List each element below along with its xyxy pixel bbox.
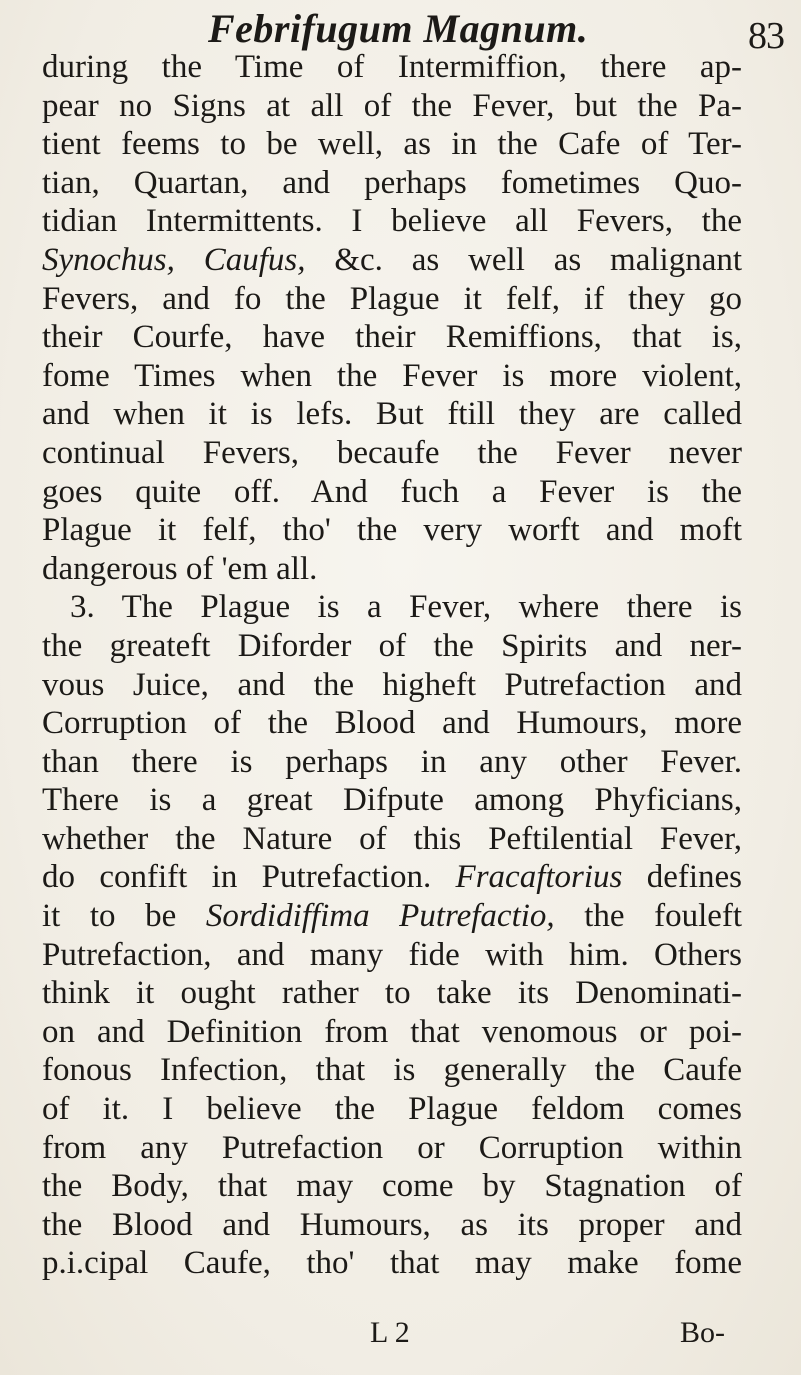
text-line: vous Juice, and the higheft Putrefaction and	[42, 666, 742, 703]
text-line: pear no Signs at all of the Fever, but the Pa-	[42, 87, 742, 124]
text-line: Putrefaction, and many fide with him. Others	[42, 936, 742, 973]
signature-mark: L 2	[370, 1316, 410, 1349]
text-line: Corruption of the Blood and Humours, more	[42, 705, 742, 742]
text-line: on and Definition from that venomous or poi-	[42, 1013, 742, 1050]
text-line: 3. The Plague is a Fever, where there is	[70, 589, 742, 626]
page-number: 83	[748, 15, 784, 57]
text-line: tidian Intermittents. I believe all Fevers, the	[42, 203, 742, 240]
text-line: continual Fevers, becaufe the Fever never	[42, 434, 742, 471]
text-line: during the Time of Intermiffion, there ap-	[42, 49, 742, 85]
body-text	[42, 48, 742, 1283]
text-line: tient feems to be well, as in the Cafe of Ter-	[42, 126, 742, 163]
text-line: of it. I believe the Plague feldom comes	[42, 1091, 742, 1128]
text-line: whether the Nature of this Peftilential Fever,	[42, 820, 742, 857]
text-line: fome Times when the Fever is more violent,	[42, 357, 742, 394]
text-line: the greateft Diforder of the Spirits and ner-	[42, 627, 742, 664]
text-line: the Blood and Humours, as its proper and	[42, 1206, 742, 1243]
italic-word: Sordidiffima	[205, 898, 370, 935]
italic-word: Fracaftorius	[455, 859, 623, 896]
text-line: Plague it felf, tho' the very worft and moft	[42, 512, 742, 549]
text-line: Fevers, and fo the Plague it felf, if they go	[42, 280, 742, 317]
text-line: think it ought rather to take its Denominati-	[42, 975, 742, 1012]
text-line: dangerous of 'em all.	[42, 550, 318, 587]
text-line: Synochus, Caufus, &c. as well as malignant	[42, 241, 743, 278]
italic-word: Synochus,	[42, 241, 175, 278]
text-line: do confift in Putrefaction. Fracaftorius defines	[42, 859, 743, 896]
text-line: than there is perhaps in any other Fever.	[42, 743, 742, 780]
text-line: p.i.cipal Caufe, tho' that may make fome	[42, 1245, 742, 1282]
text-line: There is a great Difpute among Phyficians,	[42, 782, 742, 819]
italic-word: Caufus,	[203, 241, 306, 278]
running-head: Febrifugum Magnum.	[208, 6, 589, 51]
italic-word: Putrefactio,	[399, 898, 555, 935]
text-line: and when it is lefs. But ftill they are called	[42, 396, 742, 433]
text-line: it to be Sordidiffima Putrefactio, the fouleft	[42, 898, 743, 935]
text-line: fonous Infection, that is generally the Caufe	[42, 1052, 742, 1089]
catchword: Bo-	[680, 1316, 725, 1349]
text-line: their Courfe, have their Remiffions, that is,	[42, 319, 742, 356]
text-line: tian, Quartan, and perhaps fometimes Quo-	[42, 164, 742, 201]
text-line: the Body, that may come by Stagnation of	[42, 1168, 742, 1205]
text-line: from any Putrefaction or Corruption within	[42, 1129, 742, 1166]
text-line: goes quite off. And fuch a Fever is the	[42, 473, 742, 510]
